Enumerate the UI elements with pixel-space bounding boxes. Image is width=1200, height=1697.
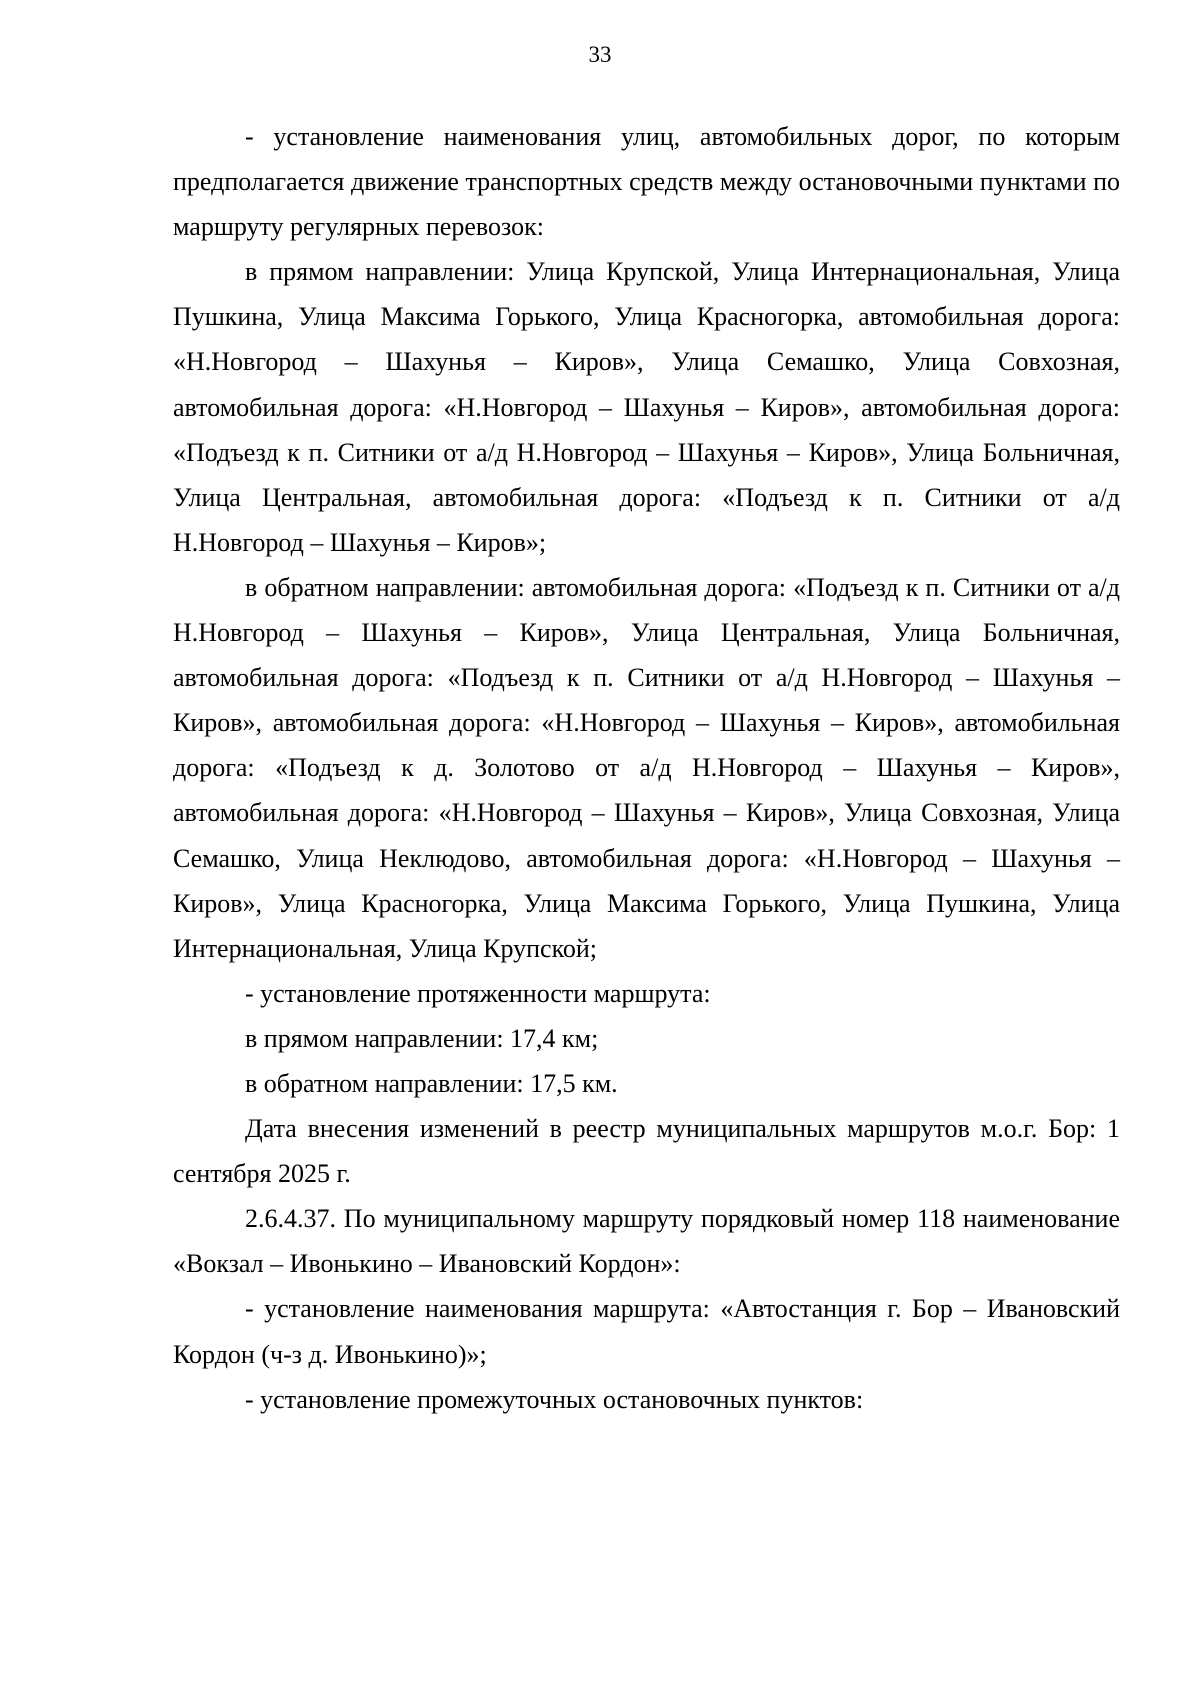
paragraph-route-name: - установление наименования маршрута: «Автостанция г. Бор – Ивановский Кордон (ч-з д. Ивонькино)»; [173,1294,1120,1369]
paragraph-reverse-direction: в обратном направлении: автомобильная дорога: «Подъезд к п. Ситники от а/д Н.Новгород – Шахунья – Киров», Улица Центральная, Улица Больничная, автомобильная дорога: «Подъезд к п. Ситники от а/д Н.Новгород – Шахунья – Киров», автомобильная дорога: «Н.Новгород – Шахунья – Киров», автомобильная дорога: «Подъезд к д. Золотово от а/д Н.Новгород – Шахунья – Киров», автомобильная дорога: «Н.Новгород – Шахунья – Киров», Улица Совхозная, Улица Семашко, Улица Неклюдово, автомобильная дорога: «Н.Новгород – Шахунья – Киров», Улица Красногорка, Улица Максима Горького, Улица Пушкина, Улица Интернациональная, Улица Крупской; [173,572,1120,963]
document-body [173,114,1120,1422]
paragraph-route-118: 2.6.4.37. По муниципальному маршруту порядковый номер 118 наименование «Вокзал – Ивонькино – Ивановский Кордон»: [173,1204,1120,1279]
paragraph-intermediate-stops: - установление промежуточных остановочных пунктов: [245,1384,864,1414]
page-number: 33 [588,42,612,67]
paragraph-forward-direction: в прямом направлении: Улица Крупской, Улица Интернациональная, Улица Пушкина, Улица Максима Горького, Улица Красногорка, автомобильная дорога: «Н.Новгород – Шахунья – Киров», Улица Семашко, Улица Совхозная, автомобильная дорога: «Н.Новгород – Шахунья – Киров», автомобильная дорога: «Подъезд к п. Ситники от а/д Н.Новгород – Шахунья – Киров», Улица Больничная, Улица Центральная, автомобильная дорога: «Подъезд к п. Ситники от а/д Н.Новгород – Шахунья – Киров»; [173,257,1120,557]
paragraph-forward-length: в прямом направлении: 17,4 км; [245,1023,599,1053]
paragraph-street-names-intro: - установление наименования улиц, автомобильных дорог, по которым предполагается движение транспортных средств между остановочными пунктами по маршруту регулярных перевозок: [173,122,1120,242]
paragraph-reverse-length: в обратном направлении: 17,5 км. [245,1068,618,1098]
paragraph-registry-date: Дата внесения изменений в реестр муниципальных маршрутов м.о.г. Бор: 1 сентября 2025 г. [173,1114,1120,1189]
paragraph-route-length-intro: - установление протяженности маршрута: [245,978,711,1008]
